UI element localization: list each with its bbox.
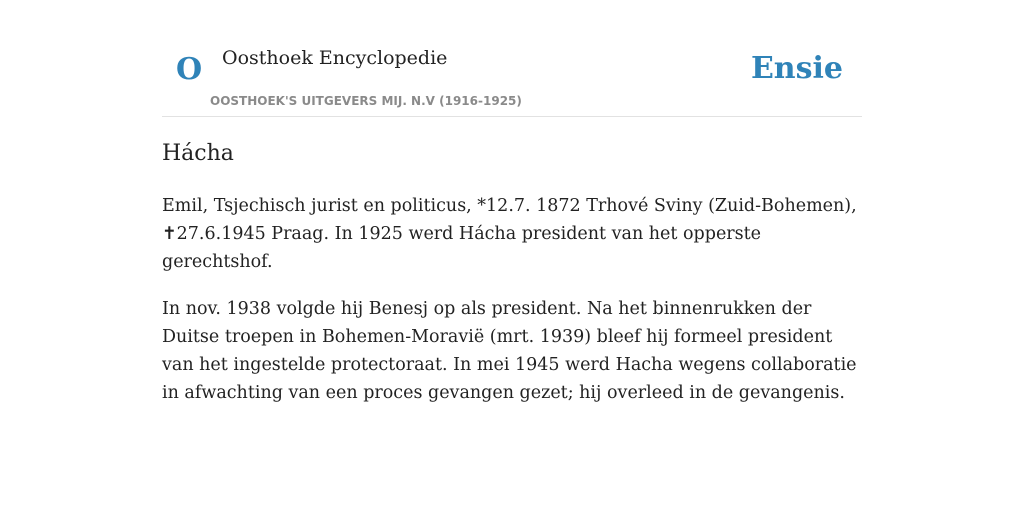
publisher-subtitle: OOSTHOEK'S UITGEVERS MIJ. N.V (1916-1925) <box>210 94 522 108</box>
encyclopedia-title[interactable]: Oosthoek Encyclopedie <box>222 47 448 69</box>
ensie-logo-link[interactable]: Ensie <box>750 51 843 86</box>
logo-icon[interactable]: O <box>176 52 203 87</box>
article-title: Hácha <box>162 141 234 166</box>
article-paragraph: Emil, Tsjechisch jurist en politicus, *12.7. 1872 Trhové Sviny (Zuid-Bohemen), ✝27.6.1945 Praag. In 1925 werd Hácha president van het opperste gerechtshof. <box>162 196 857 272</box>
article <box>162 136 862 407</box>
article-paragraph: In nov. 1938 volgde hij Benesj op als president. Na het binnenrukken der Duitse troepen in Bohemen-Moravië (mrt. 1939) bleef hij formeel president van het ingestelde protectoraat. In mei 1945 werd Hacha wegens collaboratie in afwachting van een proces gevangen gezet; hij overleed in de gevangenis. <box>162 299 857 403</box>
site-header <box>162 0 862 117</box>
